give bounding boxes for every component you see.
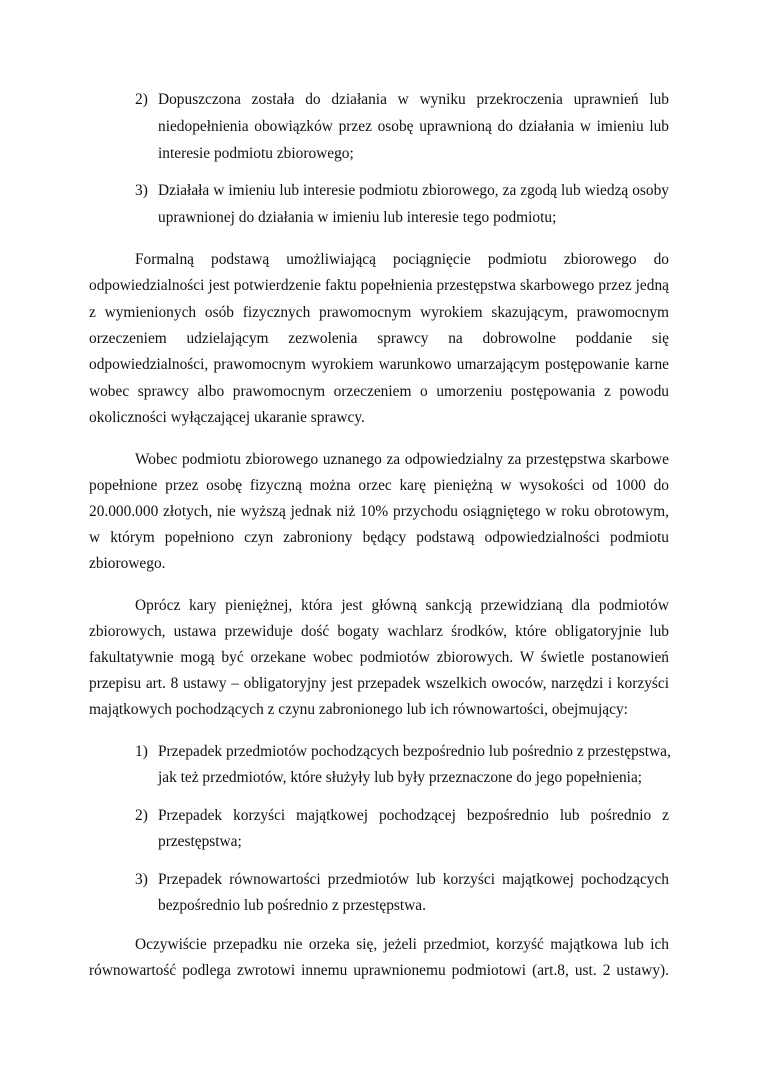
paragraph-line: przepisu art. 8 ustawy – obligatoryjny jest przepadek wszelkich owoców, narzędzi i korzyści <box>89 675 669 692</box>
list-item-line: uprawnionej do działania w imieniu lub interesie tego podmiotu; <box>158 209 557 226</box>
paragraph-line: orzeczeniem udzielającym zezwolenia sprawcy na dobrowolne poddanie się <box>89 330 669 347</box>
paragraph-line: w którym popełniono czyn zabroniony będący podstawą odpowiedzialności podmiotu <box>89 529 669 546</box>
paragraph-line: odpowiedzialności jest potwierdzenie faktu popełnienia przestępstwa skarbowego przez jedną <box>89 277 669 294</box>
paragraph-line: okoliczności wyłączającej ukaranie sprawcy. <box>89 409 365 426</box>
paragraph-line: 20.000.000 złotych, nie wyższą jednak niż 10% przychodu osiągniętego w roku obrotowym, <box>89 503 669 520</box>
paragraph-line: z wymienionych osób fizycznych prawomocnym wyrokiem skazującym, prawomocnym <box>89 304 669 321</box>
list-number: 2) <box>135 807 148 824</box>
paragraph-line: odpowiedzialności, prawomocnym wyrokiem warunkowo umarzającym postępowanie karne <box>89 356 669 373</box>
list-item-line: Przepadek równowartości przedmiotów lub korzyści majątkowej pochodzących <box>158 871 669 888</box>
paragraph-line: zbiorowego. <box>89 555 166 572</box>
list-item-line: Przepadek korzyści majątkowej pochodzącej bezpośrednio lub pośrednio z <box>158 807 669 824</box>
paragraph-line: Oczywiście przepadku nie orzeka się, jeżeli przedmiot, korzyść majątkowa lub ich <box>135 936 669 953</box>
list-item-line: Dopuszczona została do działania w wyniku przekroczenia uprawnień lub <box>158 91 669 108</box>
paragraph-line: Wobec podmiotu zbiorowego uznanego za odpowiedzialny za przestępstwa skarbowe <box>135 451 669 468</box>
list-item-line: bezpośrednio lub pośrednio z przestępstwa. <box>158 897 426 914</box>
paragraph-line: majątkowych pochodzących z czynu zabronionego lub ich równowartości, obejmujący: <box>89 701 628 718</box>
list-item-line: Działała w imieniu lub interesie podmiotu zbiorowego, za zgodą lub wiedzą osoby <box>158 182 669 199</box>
list-number: 3) <box>135 871 148 888</box>
list-item-line: Przepadek przedmiotów pochodzących bezpośrednio lub pośrednio z przestępstwa, <box>158 743 671 760</box>
paragraph-line: wobec sprawcy albo prawomocnym orzeczeniem o umorzeniu postępowania z powodu <box>89 383 669 400</box>
list-item-line: interesie podmiotu zbiorowego; <box>158 145 354 162</box>
paragraph-line: popełnione przez osobę fizyczną można orzec karę pieniężną w wysokości od 1000 do <box>89 477 669 494</box>
paragraph-line: Formalną podstawą umożliwiającą pociągnięcie podmiotu zbiorowego do <box>135 251 669 268</box>
list-number: 1) <box>135 743 148 760</box>
list-number: 3) <box>135 182 148 199</box>
list-item-line: niedopełnienia obowiązków przez osobę uprawnioną do działania w imieniu lub <box>158 118 669 135</box>
list-item-line: jak też przedmiotów, które służyły lub były przeznaczone do jego popełnienia; <box>158 769 643 786</box>
list-number: 2) <box>135 91 148 108</box>
paragraph-line: Oprócz kary pieniężnej, która jest główną sankcją przewidzianą dla podmiotów <box>135 597 669 614</box>
paragraph-line: zbiorowych, ustawa przewiduje dość bogaty wachlarz środków, które obligatoryjnie lub <box>89 623 669 640</box>
paragraph-line: równowartość podlega zwrotowi innemu uprawnionemu podmiotowi (art.8, ust. 2 ustawy). <box>89 962 669 979</box>
paragraph-line: fakultatywnie mogą być orzekane wobec podmiotów zbiorowych. W świetle postanowień <box>89 649 669 666</box>
list-item-line: przestępstwa; <box>158 833 242 850</box>
